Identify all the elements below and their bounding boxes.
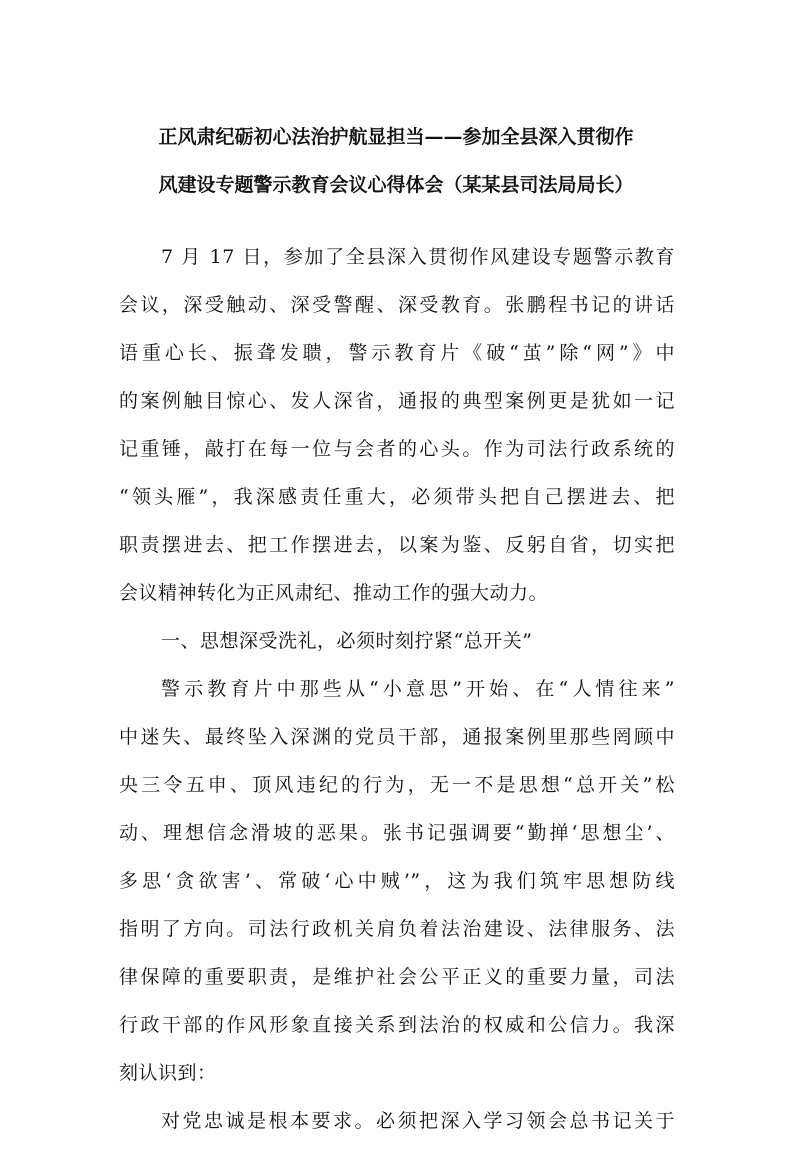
paragraph-line: 指明了方向。司法行政机关肩负着法治建设、法律服务、法 bbox=[119, 918, 675, 940]
paragraph-line: 7 月 17 日，参加了全县深入贯彻作风建设专题警示教育 bbox=[161, 246, 675, 268]
title-line-1: 正风肃纪砺初心法治护航显担当——参加全县深入贯彻作 bbox=[158, 126, 634, 148]
document-title bbox=[100, 124, 692, 198]
paragraph-line: 记重锤，敲打在每一位与会者的心头。作为司法行政系统的 bbox=[119, 438, 675, 460]
paragraph-line: 动、理想信念滑坡的恶果。张书记强调要“勤掸‘思想尘’、 bbox=[119, 822, 675, 844]
section-heading: 一、思想深受洗礼，必须时刻拧紧“总开关” bbox=[161, 630, 533, 652]
paragraph-line: 中迷失、最终坠入深渊的党员干部，通报案例里那些罔顾中 bbox=[119, 726, 675, 748]
paragraph-line: 会议，深受触动、深受警醒、深受教育。张鹏程书记的讲话 bbox=[119, 294, 675, 316]
paragraph-line: 行政干部的作风形象直接关系到法治的权威和公信力。我深 bbox=[119, 1014, 675, 1036]
paragraph-line: 会议精神转化为正风肃纪、推动工作的强大动力。 bbox=[119, 582, 549, 604]
paragraph-line: 央三令五申、顶风违纪的行为，无一不是思想“总开关”松 bbox=[119, 774, 675, 796]
paragraph-line: 对党忠诚是根本要求。必须把深入学习领会总书记关于 bbox=[161, 1110, 675, 1132]
document-body bbox=[119, 244, 675, 1156]
paragraph-line: 的案例触目惊心、发人深省，通报的典型案例更是犹如一记 bbox=[119, 390, 675, 412]
paragraph-line: 职责摆进去、把工作摆进去，以案为鉴、反躬自省，切实把 bbox=[119, 534, 675, 556]
paragraph-line: 多思‘贪欲害’、常破‘心中贼’”，这为我们筑牢思想防线 bbox=[119, 870, 675, 892]
paragraph-line: “领头雁”，我深感责任重大，必须带头把自己摆进去、把 bbox=[119, 486, 675, 508]
paragraph-line: 刻认识到： bbox=[119, 1062, 217, 1084]
title-line-2: 风建设专题警示教育会议心得体会（某某县司法局局长） bbox=[158, 174, 634, 196]
paragraph-line: 语重心长、振聋发聩，警示教育片《破“茧”除“网”》中 bbox=[119, 342, 675, 364]
paragraph-line: 警示教育片中那些从“小意思”开始、在“人情往来” bbox=[161, 678, 675, 700]
paragraph-line: 律保障的重要职责，是维护社会公平正义的重要力量，司法 bbox=[119, 966, 675, 988]
